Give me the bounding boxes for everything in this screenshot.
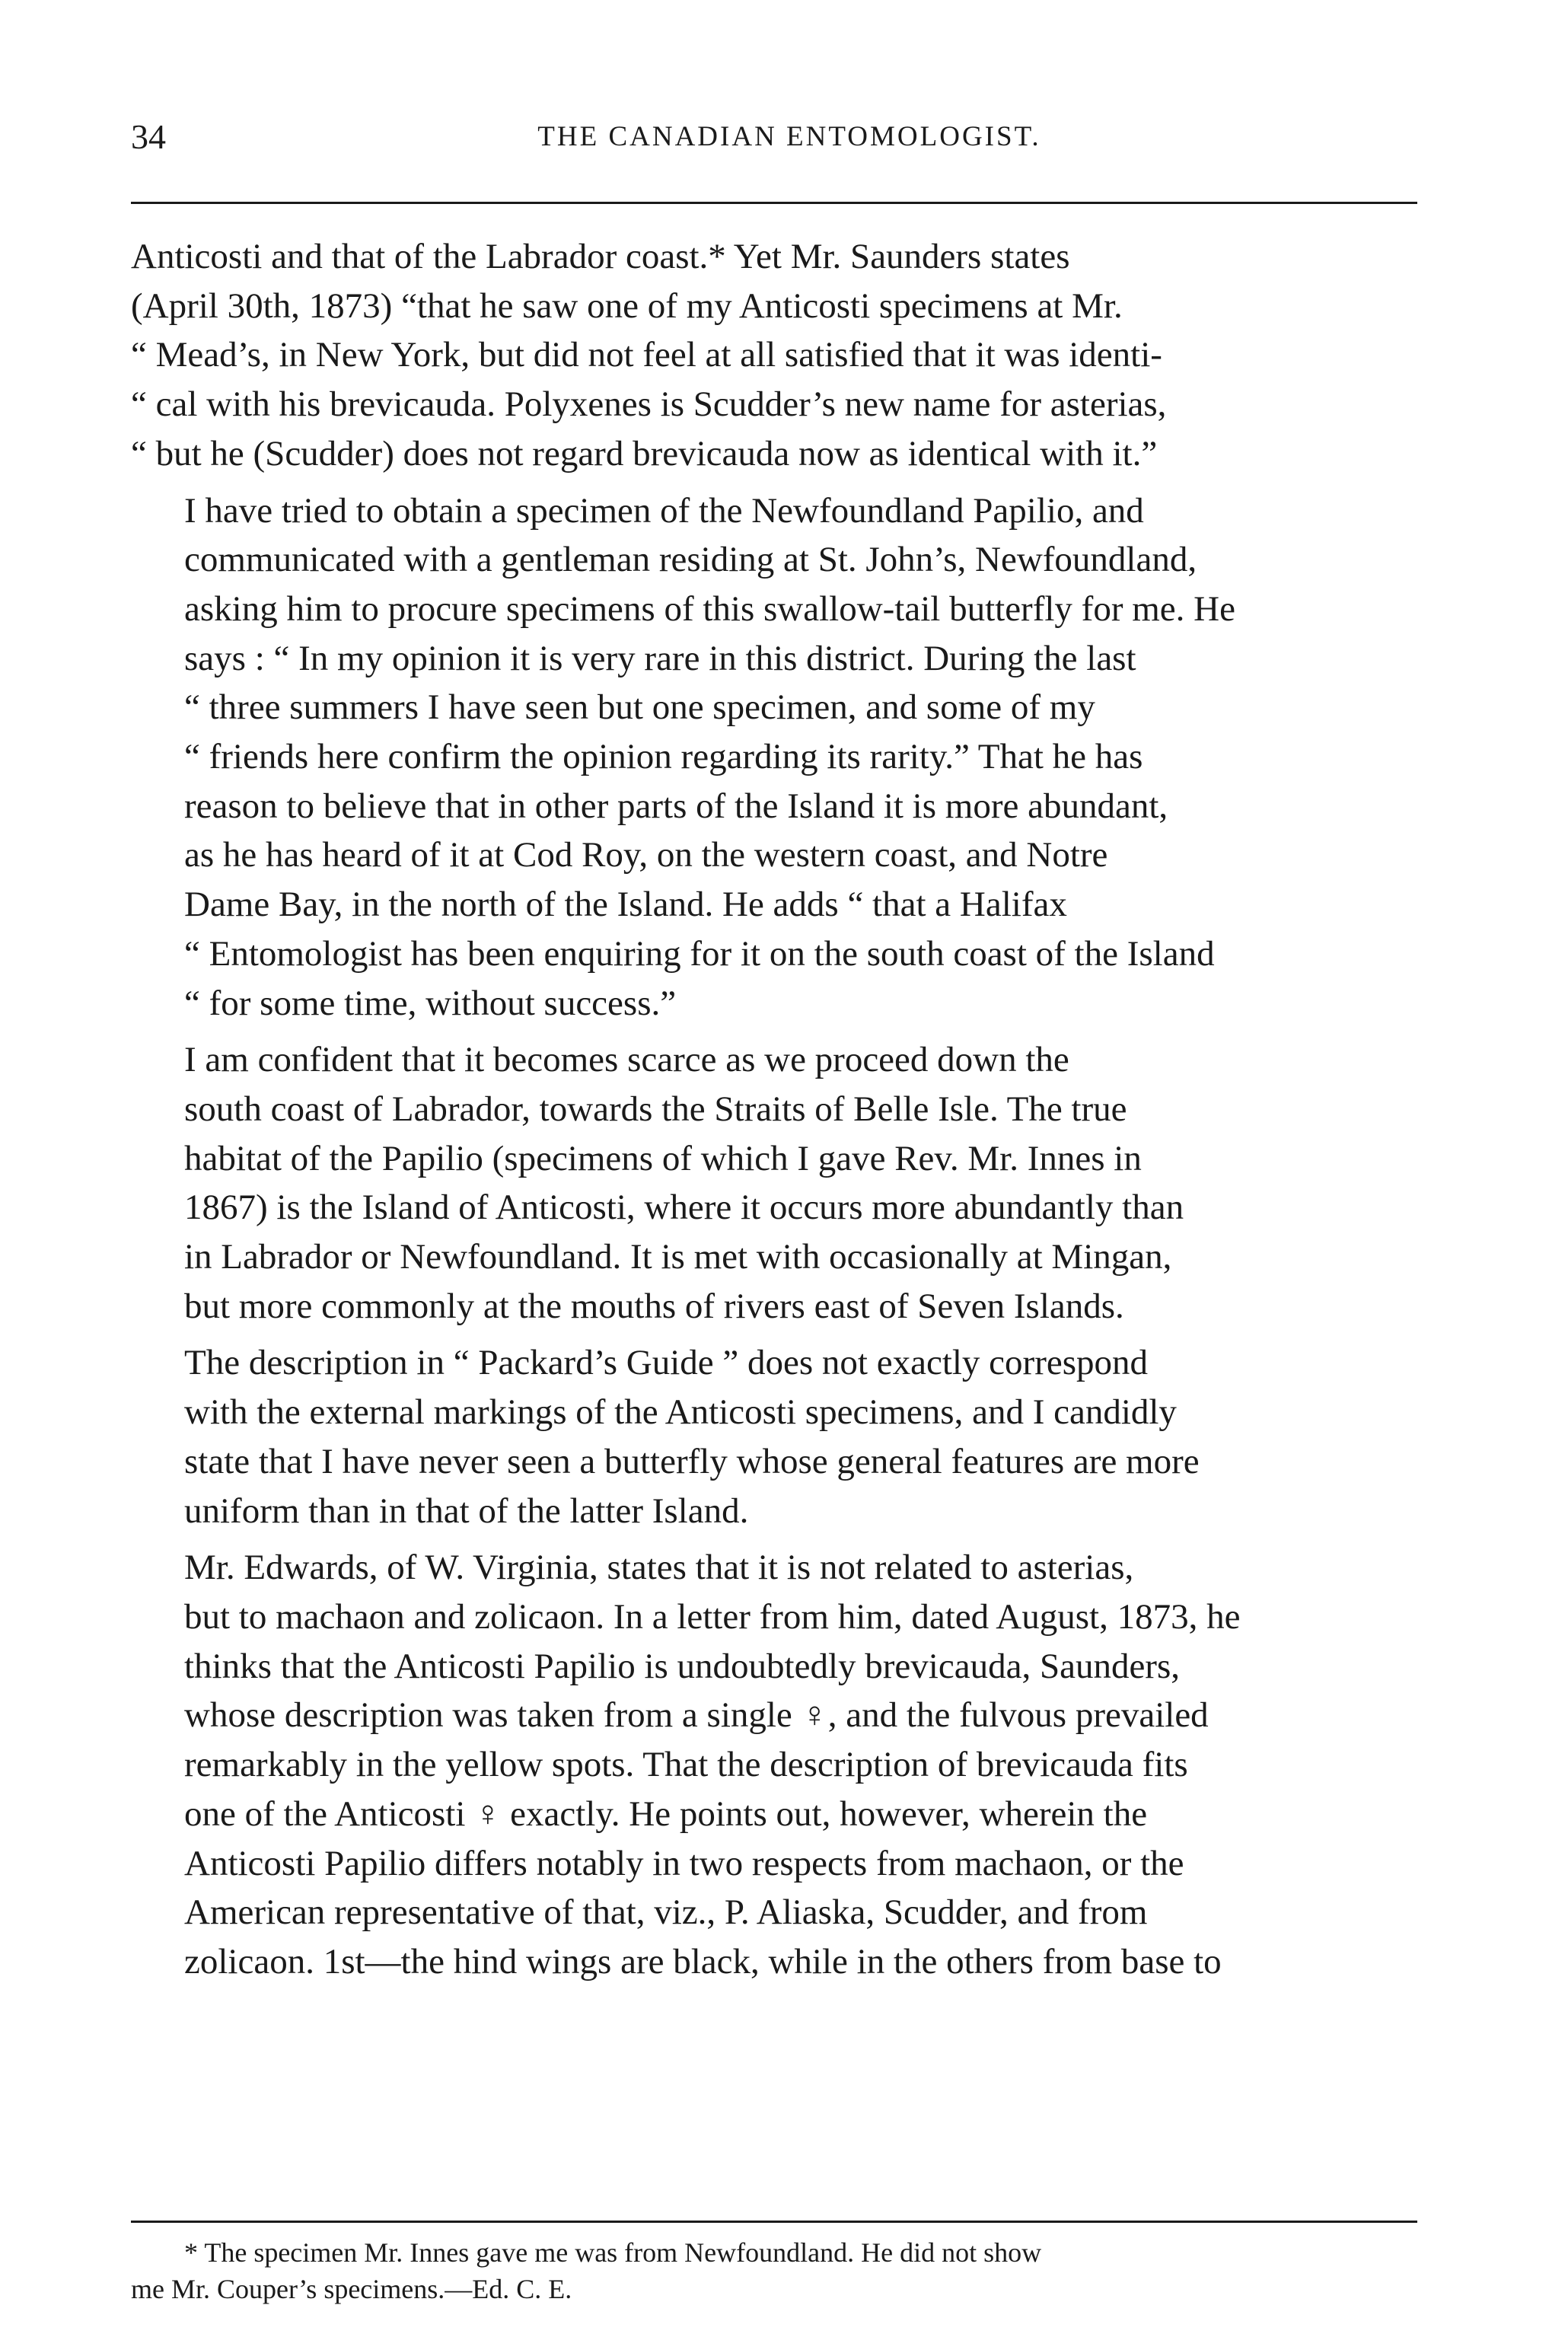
text-line: (April 30th, 1873) “that he saw one of my Anticosti specimens at Mr. <box>131 285 1123 326</box>
footnote-line: me Mr. Couper’s specimens.—Ed. C. E. <box>131 2274 572 2304</box>
text-line: “ friends here confirm the opinion regarding its rarity.” That he has <box>184 737 1143 777</box>
text-line: zolicaon. 1st—the hind wings are black, while in the others from base to <box>184 1941 1222 1982</box>
text-line: whose description was taken from a single ♀, and the fulvous prevailed <box>184 1695 1209 1736</box>
text-line: The description in “ Packard’s Guide ” does not exactly correspond <box>184 1343 1148 1383</box>
paragraph <box>131 486 1417 1028</box>
body-text <box>131 232 1417 1987</box>
text-line: Dame Bay, in the north of the Island. He adds “ that a Halifax <box>184 885 1067 925</box>
page-header <box>131 114 1417 160</box>
paragraph <box>131 232 1417 479</box>
text-line: as he has heard of it at Cod Roy, on the western coast, and Notre <box>184 835 1108 875</box>
text-line: Anticosti Papilio differs notably in two respects from machaon, or the <box>184 1843 1184 1883</box>
text-line: American representative of that, viz., P. Aliaska, Scudder, and from <box>184 1892 1148 1933</box>
text-line: asking him to procure specimens of this swallow-tail butterfly for me. He <box>184 588 1235 629</box>
text-line: uniform than in that of the latter Island. <box>184 1491 749 1531</box>
text-line: “ cal with his brevicauda. Polyxenes is Scudder’s new name for asterias, <box>131 384 1167 425</box>
text-line: one of the Anticosti ♀ exactly. He points out, however, wherein the <box>184 1793 1148 1834</box>
text-line: with the external markings of the Anticosti specimens, and I candidly <box>184 1392 1177 1433</box>
paragraph <box>131 1543 1417 1986</box>
paragraph <box>131 1338 1417 1535</box>
text-line: “ three summers I have seen but one specimen, and some of my <box>184 687 1095 728</box>
running-title: THE CANADIAN ENTOMOLOGIST. <box>537 121 1041 152</box>
text-line: south coast of Labrador, towards the Straits of Belle Isle. The true <box>184 1089 1127 1129</box>
text-line: says : “ In my opinion it is very rare in this district. During the last <box>184 638 1136 678</box>
text-line: “ Mead’s, in New York, but did not feel at all satisfied that it was identi- <box>131 335 1162 375</box>
text-line: I have tried to obtain a specimen of the Newfoundland Papilio, and <box>184 490 1144 531</box>
text-line: but to machaon and zolicaon. In a letter from him, dated August, 1873, he <box>184 1596 1241 1637</box>
text-line: “ but he (Scudder) does not regard brevicauda now as identical with it.” <box>131 433 1158 473</box>
text-line: “ Entomologist has been enquiring for it on the south coast of the Island <box>184 933 1215 974</box>
text-line: thinks that the Anticosti Papilio is undoubtedly brevicauda, Saunders, <box>184 1646 1180 1686</box>
text-line: communicated with a gentleman residing at St. John’s, Newfoundland, <box>184 540 1197 580</box>
text-line: I am confident that it becomes scarce as we proceed down the <box>184 1040 1069 1080</box>
paragraph <box>131 1035 1417 1331</box>
text-line: remarkably in the yellow spots. That the description of brevicauda fits <box>184 1745 1188 1785</box>
footnote <box>131 2234 1417 2307</box>
text-line: in Labrador or Newfoundland. It is met with occasionally at Mingan, <box>184 1237 1172 1277</box>
text-line: “ for some time, without success.” <box>184 983 677 1023</box>
text-line: Mr. Edwards, of W. Virginia, states that it is not related to asterias, <box>184 1548 1134 1588</box>
text-line: state that I have never seen a butterfly whose general features are more <box>184 1441 1200 1481</box>
text-line: Anticosti and that of the Labrador coast.* Yet Mr. Saunders states <box>131 237 1070 276</box>
text-line: reason to believe that in other parts of the Island it is more abundant, <box>184 786 1168 826</box>
footnote-line: * The specimen Mr. Innes gave me was from Newfoundland. He did not show <box>184 2237 1042 2268</box>
text-line: but more commonly at the mouths of rivers east of Seven Islands. <box>184 1286 1124 1326</box>
page-number: 34 <box>131 117 166 156</box>
text-line: 1867) is the Island of Anticosti, where it occurs more abundantly than <box>184 1188 1184 1228</box>
header-rule <box>131 202 1417 204</box>
text-line: habitat of the Papilio (specimens of which I gave Rev. Mr. Innes in <box>184 1138 1142 1178</box>
footnote-rule <box>131 2221 1417 2223</box>
